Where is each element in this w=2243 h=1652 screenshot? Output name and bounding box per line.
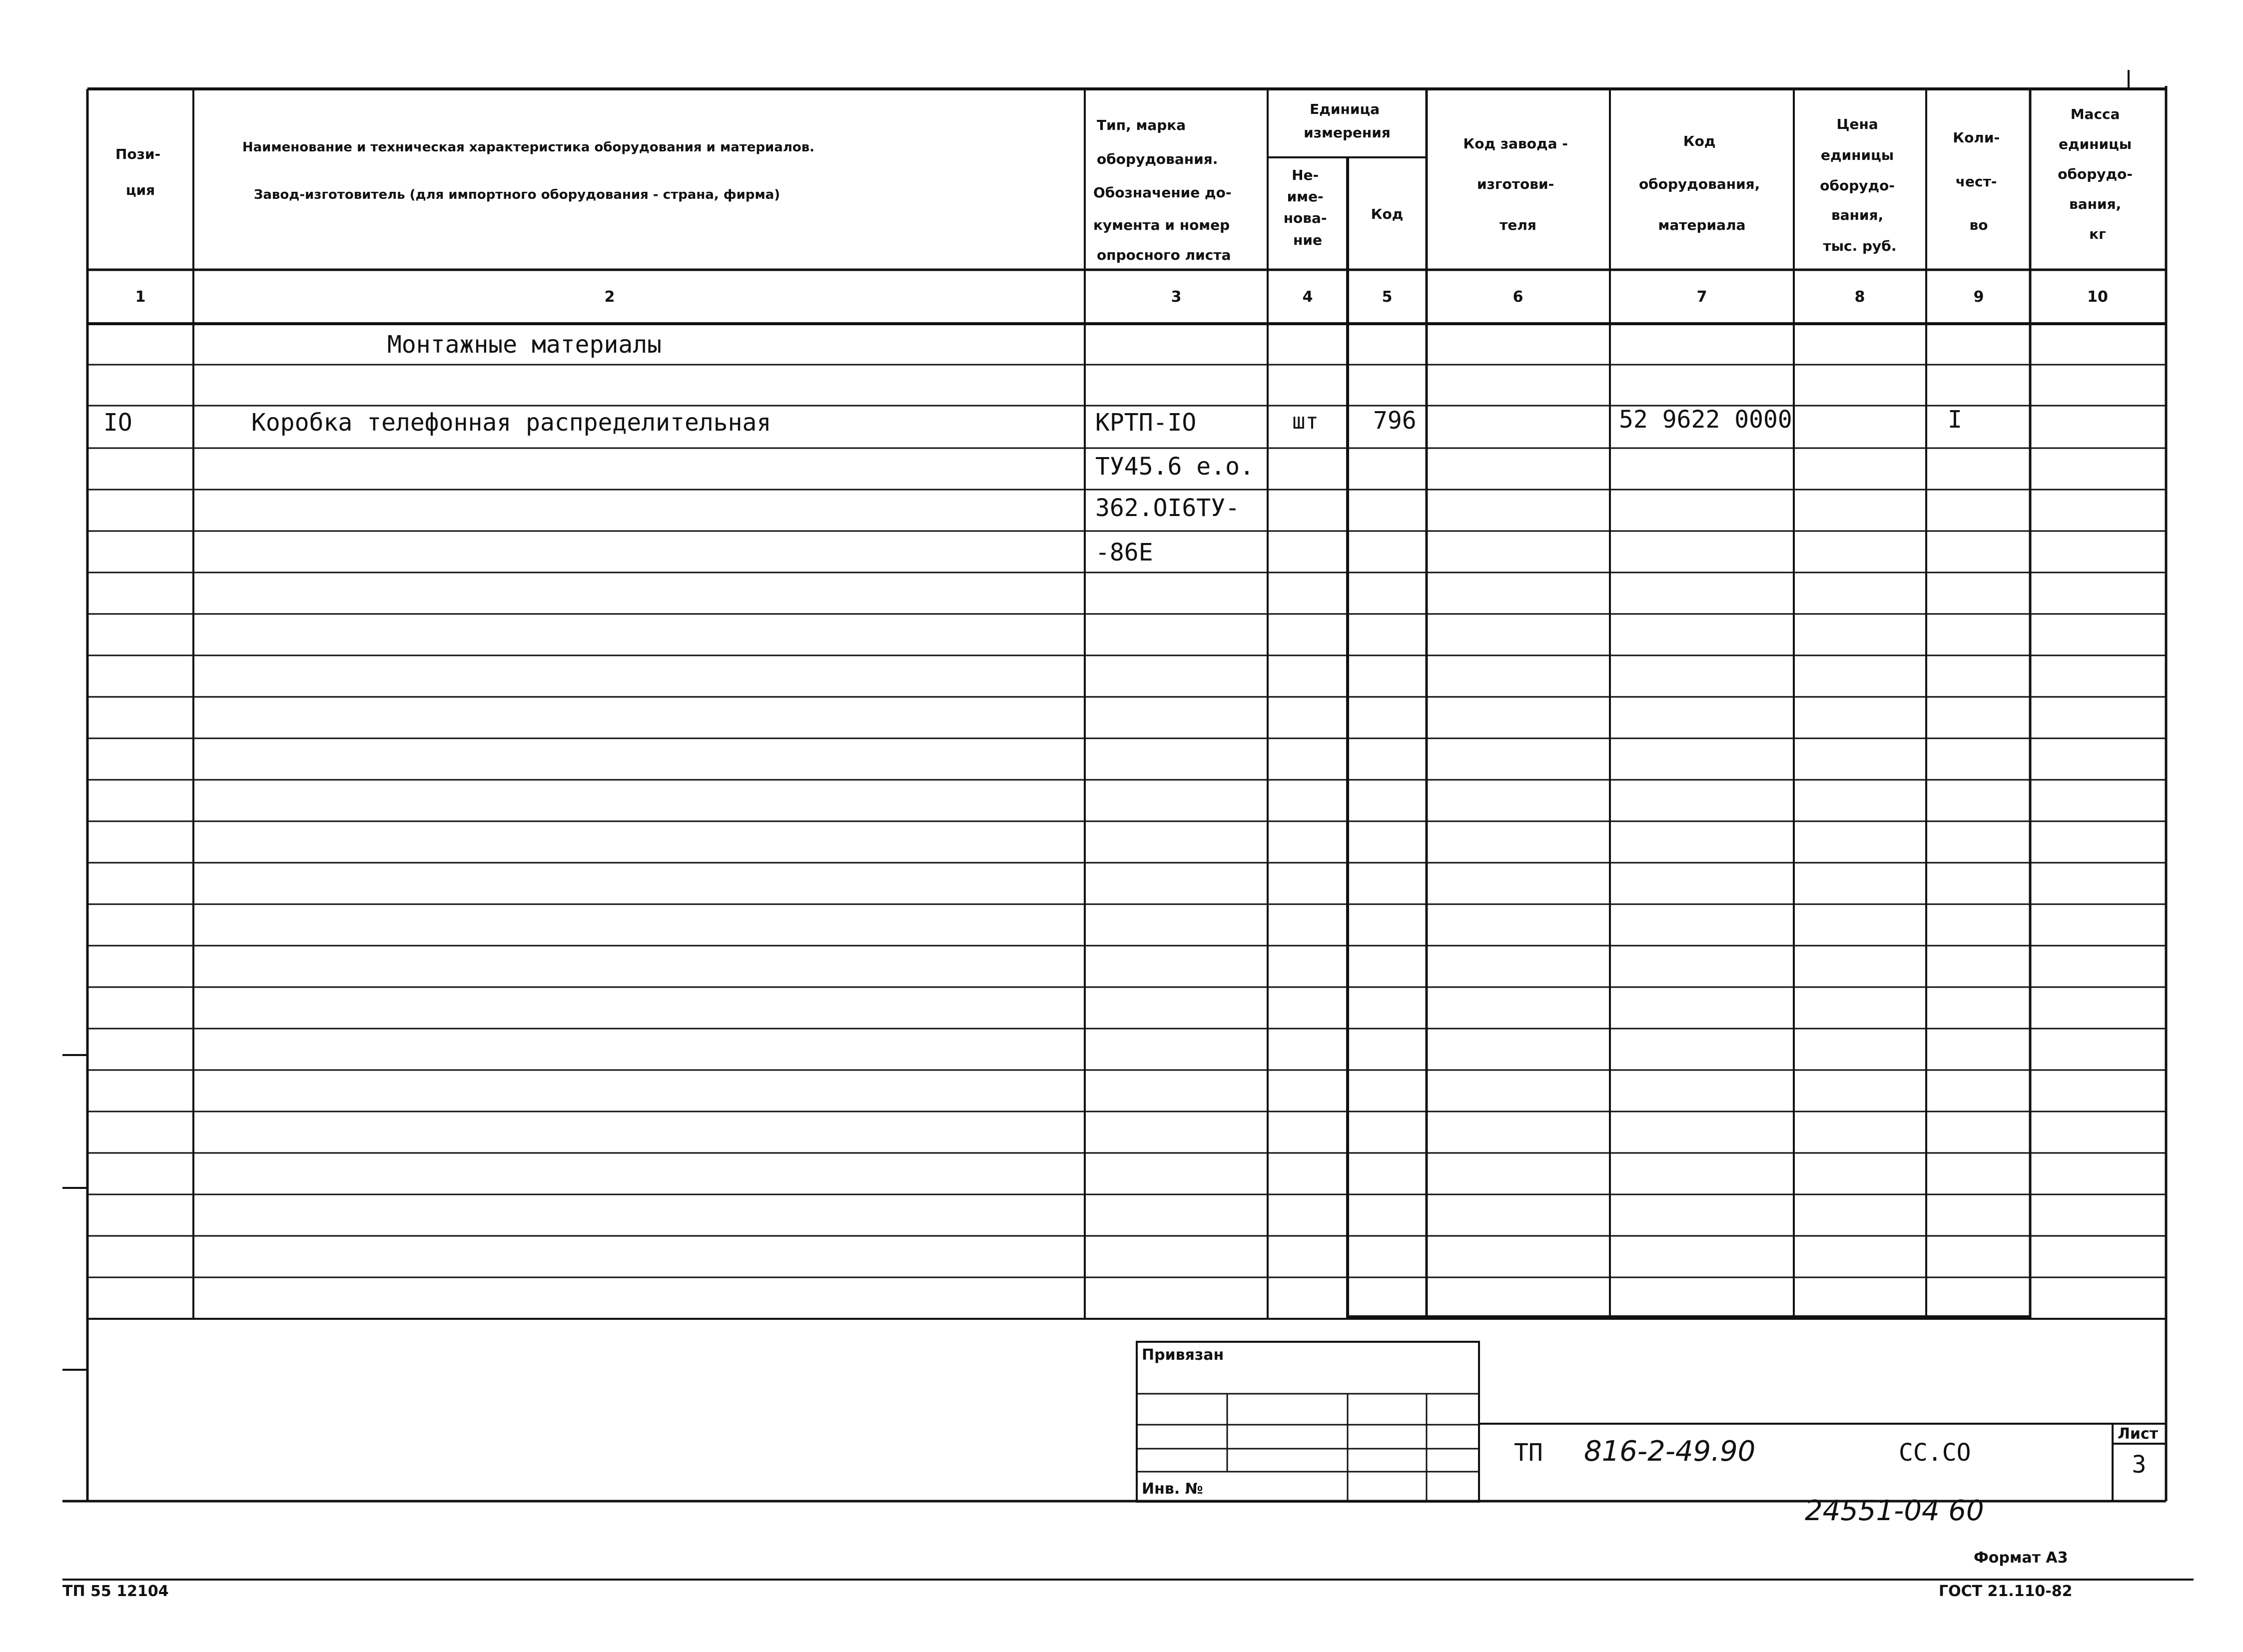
title-block — [62, 70, 2194, 1580]
doc-suffix: СС.СО — [1899, 1439, 1971, 1467]
privyazan-label: Привязан — [1142, 1346, 1224, 1364]
header-equipment-code: Код оборудования, материала — [1638, 133, 1760, 233]
header-mass: Масса единицы оборудо- вания, кг — [2058, 106, 2133, 242]
header-quantity: Коли- чест- во — [1953, 129, 2000, 233]
column-number: 7 — [1696, 288, 1707, 306]
column-number: 3 — [1171, 288, 1182, 306]
item-unit-name: шт — [1292, 409, 1319, 434]
column-number: 6 — [1512, 288, 1523, 306]
header-unit-code: Код — [1371, 206, 1404, 222]
item-quantity: I — [1948, 406, 1962, 434]
header-factory-code: Код завода - изготови- теля — [1463, 135, 1568, 233]
column-number: 8 — [1854, 288, 1865, 306]
header-units-group: Единица измерения — [1304, 101, 1391, 141]
sheet-label: Лист — [2118, 1425, 2159, 1443]
title-block-text — [62, 1346, 2159, 1600]
section-title: Монтажные материалы — [387, 331, 662, 359]
bottom-left-code: ТП 55 12104 — [62, 1583, 169, 1600]
header-unit-name: Не- име- нова- ние — [1283, 167, 1327, 248]
column-number: 5 — [1382, 288, 1393, 306]
table-header — [115, 101, 2138, 263]
header-position: Пози- ция — [115, 146, 161, 198]
column-number-row — [135, 288, 2108, 306]
column-number: 10 — [2087, 288, 2108, 306]
item-type: КРТП-IO ТУ45.6 е.о. 362.OI6ТУ- -86Е — [1095, 409, 1254, 566]
item-position: IO — [103, 409, 132, 437]
column-number: 9 — [1973, 288, 1984, 306]
item-unit-code: 796 — [1373, 407, 1417, 435]
header-price: Цена единицы оборудо- вания, тыс. руб. — [1820, 116, 1897, 254]
header-type: Тип, марка оборудования. Обозначение до- кумента и номер опросного листа — [1093, 117, 1232, 263]
item-equipment-code: 52 9622 0000 — [1619, 406, 1792, 434]
column-number: 2 — [604, 288, 615, 306]
header-name-line2: Завод-изготовитель (для импортного оборудования - страна, фирма) — [254, 187, 780, 202]
inv-number-label: Инв. № — [1142, 1480, 1203, 1498]
item-name: Коробка телефонная распределительная — [251, 409, 771, 437]
header-name-line1: Наименование и техническая характеристика оборудования и материалов. — [242, 140, 815, 155]
sheet-number: 3 — [2132, 1451, 2147, 1479]
column-number: 4 — [1302, 288, 1313, 306]
handwritten-number: 24551-04 60 — [1805, 1495, 1984, 1527]
doc-prefix: ТП — [1514, 1439, 1543, 1467]
doc-number: 816-2-49.90 — [1584, 1435, 1756, 1468]
gost-label: ГОСТ 21.110-82 — [1939, 1583, 2073, 1600]
column-number: 1 — [135, 288, 146, 306]
format-label: Формат А3 — [1974, 1549, 2068, 1567]
